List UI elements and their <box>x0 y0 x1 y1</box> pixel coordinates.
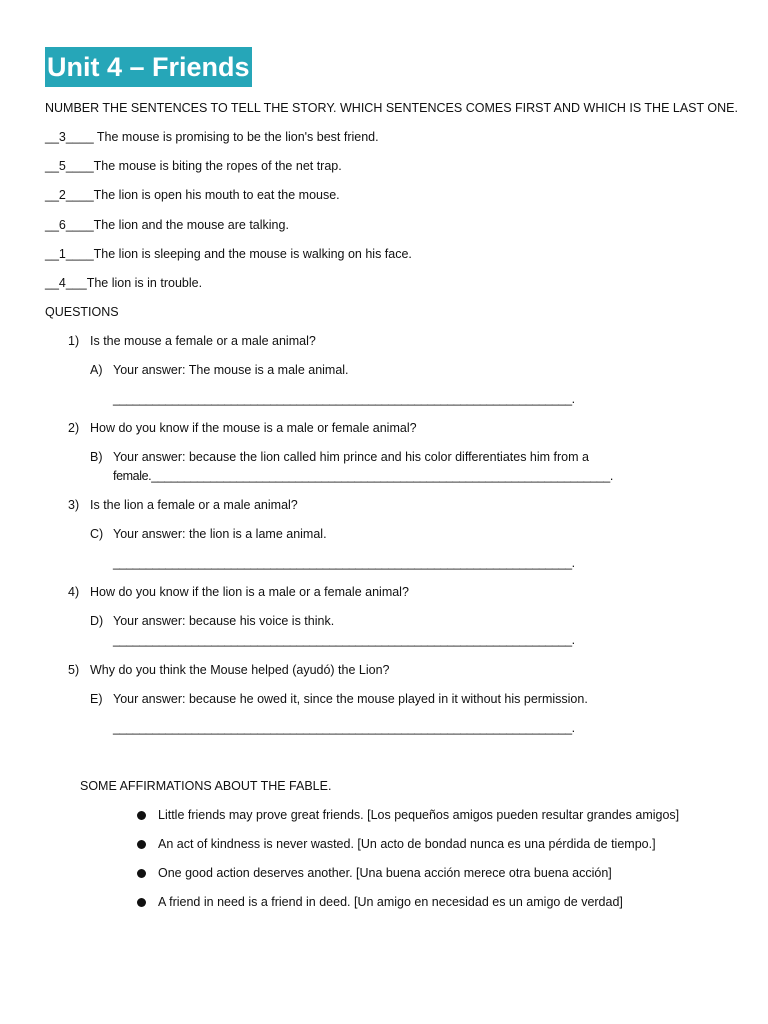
question-number: 2) <box>68 421 80 435</box>
bullet-icon <box>137 840 146 849</box>
answer-continuation: female.______________________________________________________________________. <box>113 469 613 483</box>
bullet-icon <box>137 811 146 820</box>
answer-blank-line: ______________________________________________________________________. <box>113 721 575 735</box>
question-text: Why do you think the Mouse helped (ayudó) the Lion? <box>90 663 390 677</box>
answer-letter: A) <box>90 363 103 377</box>
affirmation-item: Little friends may prove great friends. [Los pequeños amigos pueden resultar grandes amigos] <box>158 808 680 822</box>
answer-letter: D) <box>90 614 104 628</box>
answer-letter: C) <box>90 527 104 541</box>
answer-text: Your answer: The mouse is a male animal. <box>113 363 349 377</box>
bullet-icon <box>137 898 146 907</box>
question-text: Is the lion a female or a male animal? <box>90 498 298 512</box>
answer-letter: E) <box>90 692 103 706</box>
sentence-item: __5____The mouse is biting the ropes of the net trap. <box>45 159 342 173</box>
question-number: 1) <box>68 334 80 348</box>
question-text: Is the mouse a female or a male animal? <box>90 334 316 348</box>
question-number: 3) <box>68 498 80 512</box>
answer-text: Your answer: because the lion called him prince and his color differentiates him from a <box>113 450 589 464</box>
answer-blank-line: ______________________________________________________________________. <box>113 392 575 406</box>
question-number: 4) <box>68 585 80 599</box>
answer-text: Your answer: because his voice is think. <box>113 614 335 628</box>
affirmation-item: A friend in need is a friend in deed. [Un amigo en necesidad es un amigo de verdad] <box>158 895 623 909</box>
question-text: How do you know if the lion is a male or a female animal? <box>90 585 409 599</box>
affirmations-heading: SOME AFFIRMATIONS ABOUT THE FABLE. <box>80 779 332 793</box>
instructions: NUMBER THE SENTENCES TO TELL THE STORY. WHICH SENTENCES COMES FIRST AND WHICH IS THE LAST ONE. <box>45 101 738 115</box>
answer-letter: B) <box>90 450 103 464</box>
question-text: How do you know if the mouse is a male or female animal? <box>90 421 417 435</box>
bullet-icon <box>137 869 146 878</box>
affirmation-item: An act of kindness is never wasted. [Un acto de bondad nunca es una pérdida de tiempo.] <box>158 837 656 851</box>
question-number: 5) <box>68 663 80 677</box>
answer-text: Your answer: the lion is a lame animal. <box>113 527 327 541</box>
answer-blank-line: ______________________________________________________________________. <box>113 556 575 570</box>
questions-heading: QUESTIONS <box>45 305 119 319</box>
sentence-item: __1____The lion is sleeping and the mouse is walking on his face. <box>45 247 412 261</box>
affirmation-item: One good action deserves another. [Una buena acción merece otra buena acción] <box>158 866 612 880</box>
page-title: Unit 4 – Friends <box>45 47 252 87</box>
sentence-item: __3____ The mouse is promising to be the lion's best friend. <box>45 130 379 144</box>
answer-blank-line: ______________________________________________________________________. <box>113 633 575 647</box>
answer-text: Your answer: because he owed it, since the mouse played in it without his permission. <box>113 692 588 706</box>
sentence-item: __2____The lion is open his mouth to eat the mouse. <box>45 188 340 202</box>
sentence-item: __6____The lion and the mouse are talking. <box>45 218 289 232</box>
sentence-item: __4___The lion is in trouble. <box>45 276 203 290</box>
